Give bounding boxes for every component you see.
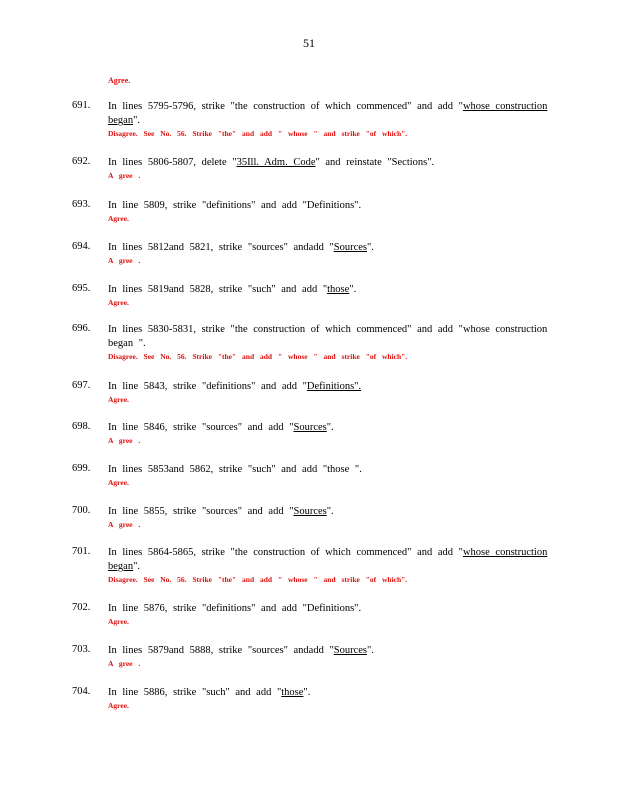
amendment-body [108,283,548,308]
instruction-text: In lines 5819and 5828, strike "such" and add " [108,284,328,295]
amendment-instruction [108,283,548,297]
inserted-text: Sources [293,422,327,433]
amendment-number: 698. [72,421,91,432]
amendment-number: 696. [72,323,91,334]
amendment-body [108,686,548,711]
amendment-number: 699. [72,463,91,474]
inserted-text: Sources [333,242,367,253]
agency-response: Agree. [108,478,129,487]
inserted-text: those [281,687,304,698]
amendment-number: 703. [72,644,91,655]
amendment-instruction [108,323,548,351]
amendment-number: 697. [72,380,91,391]
inserted-text: Definitions". [306,381,362,392]
agency-response: Agree. [108,214,129,223]
amendment-body [108,505,548,530]
amendment-body [108,463,548,488]
instruction-text-end: ". [367,242,374,253]
instruction-text-end: ". [303,687,311,698]
amendment-instruction [108,421,548,435]
instruction-text: In lines 5812and 5821, strike "sources" andadd " [108,242,334,253]
instruction-text-end: ". [133,115,140,126]
agency-response: A gree . [108,171,141,180]
amendment-instruction [108,241,548,255]
agency-response: Disagree. See No. 56. Strike "the" and add " whose " and strike "of which". [108,352,408,361]
amendment-number: 700. [72,505,91,516]
inserted-text: Sources [333,645,367,656]
instruction-text: In lines 5806-5807, delete " [108,157,237,168]
amendment-instruction [108,156,548,170]
amendment-body [108,644,548,669]
amendment-body [108,421,548,446]
instruction-text: In lines 5864-5865, strike "the construction of which commenced" and add " [108,547,463,558]
agency-response: Disagree. See No. 56. Strike "the" and add " whose " and strike "of which". [108,575,408,584]
instruction-text-end: ". [367,645,374,656]
agency-response: A gree . [108,659,141,668]
amendment-number: 704. [72,686,91,697]
agency-response: Agree. [108,701,129,710]
instruction-text: In line 5843, strike "definitions" and add " [108,381,307,392]
amendment-instruction [108,602,548,616]
amendment-number: 695. [72,283,91,294]
instruction-text: In line 5855, strike "sources" and add " [108,506,294,517]
amendment-body [108,546,548,585]
instruction-text-end: ". [326,422,334,433]
instruction-text: In line 5809, strike "definitions" and add "Definitions". [108,200,362,211]
page-number: 51 [303,36,315,50]
amendment-number: 702. [72,602,91,613]
agency-response: A gree . [108,520,141,529]
instruction-text-end: ". [349,284,357,295]
amendment-body [108,380,548,405]
amendment-instruction [108,505,548,519]
amendment-body [108,241,548,266]
amendment-number: 691. [72,100,91,111]
instruction-text: In lines 5795-5796, strike "the construction of which commenced" and add " [108,101,463,112]
amendment-number: 701. [72,546,91,557]
amendment-instruction [108,199,548,213]
amendment-instruction [108,463,548,477]
agency-response: Disagree. See No. 56. Strike "the" and add " whose " and strike "of which". [108,129,408,138]
agency-response: Agree. [108,298,129,307]
amendment-number: 693. [72,199,91,210]
agency-response: Agree. [108,395,129,404]
amendment-instruction [108,644,548,658]
agency-response: A gree . [108,436,141,445]
instruction-text: In line 5846, strike "sources" and add " [108,422,294,433]
amendment-body [108,199,548,224]
instruction-text-end: ". [133,561,140,572]
amendment-instruction [108,100,548,128]
instruction-text-end: ". [326,506,334,517]
amendment-body [108,602,548,627]
instruction-text: In line 5886, strike "such" and add " [108,687,282,698]
inserted-text: whose construction began [108,547,548,572]
instruction-text: In lines 5879and 5888, strike "sources" andadd " [108,645,334,656]
amendment-instruction [108,686,548,700]
inserted-text: whose construction began [108,101,548,126]
amendment-body [108,100,548,139]
inserted-text: Sources [293,506,327,517]
amendment-number: 692. [72,156,91,167]
instruction-text-end: " and reinstate "Sections". [315,157,435,168]
carryover-response: Agree. [108,76,131,85]
agency-response: Agree. [108,617,129,626]
inserted-text: 35Ill. Adm. Code [236,157,316,168]
inserted-text: those [327,284,350,295]
agency-response: A gree . [108,256,141,265]
amendment-body [108,323,548,362]
amendment-number: 694. [72,241,91,252]
amendment-instruction [108,546,548,574]
amendment-body [108,156,548,181]
instruction-text: In line 5876, strike "definitions" and add "Definitions". [108,603,362,614]
instruction-text: In lines 5853and 5862, strike "such" and add "those ". [108,464,362,475]
instruction-text: In lines 5830-5831, strike "the construction of which commenced" and add "whose construction began ". [108,324,548,349]
amendment-instruction [108,380,548,394]
